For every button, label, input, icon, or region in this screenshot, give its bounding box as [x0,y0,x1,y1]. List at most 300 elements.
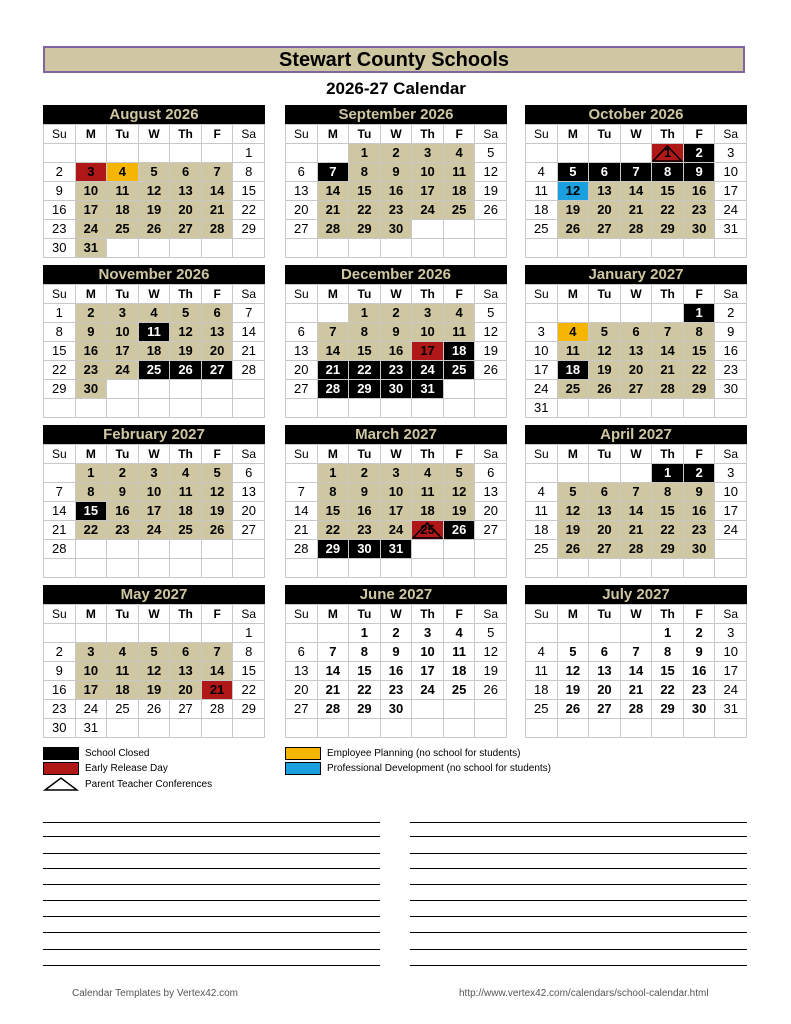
month-grid [285,124,507,258]
day-cell: 14 [44,502,76,521]
day-cell: 4 [139,304,171,323]
day-cell: 4 [444,144,476,163]
empty-cell [76,559,108,578]
day-cell: 5 [475,144,507,163]
day-cell: 10 [381,483,413,502]
weekday-header: F [202,445,234,464]
legend-item-plan [285,747,520,760]
day-cell: 27 [589,220,621,239]
early-swatch [43,762,79,775]
empty-cell [526,464,558,483]
day-cell: 3 [412,624,444,643]
day-cell: 18 [526,521,558,540]
weekday-header: Tu [107,445,139,464]
empty-cell [349,559,381,578]
empty-cell [349,399,381,418]
legend-item-ptc [43,777,212,791]
day-cell: 25 [444,201,476,220]
month-header: July 2027 [525,585,747,604]
pd-swatch [285,762,321,775]
day-cell: 6 [621,323,653,342]
day-cell: 5 [475,304,507,323]
day-cell: 1 [349,304,381,323]
month-block [525,105,747,258]
day-cell: 25 [526,220,558,239]
empty-cell [286,464,318,483]
weekday-header: M [318,605,350,624]
weekday-header: Su [44,125,76,144]
calendar-title: Stewart County Schools [43,46,745,73]
empty-cell [589,559,621,578]
empty-cell [381,239,413,258]
day-cell: 19 [444,502,476,521]
month-header: June 2027 [285,585,507,604]
day-cell: 1 [76,464,108,483]
empty-cell [170,559,202,578]
day-cell: 29 [233,220,265,239]
note-line [43,949,380,950]
note-line [43,965,380,966]
day-cell: 2 [76,304,108,323]
note-line [43,868,380,869]
day-cell: 6 [202,304,234,323]
day-cell: 24 [412,361,444,380]
day-cell: 29 [684,380,716,399]
day-cell: 16 [381,342,413,361]
day-cell: 19 [202,502,234,521]
day-cell: 13 [286,342,318,361]
empty-cell [107,144,139,163]
day-cell: 7 [202,163,234,182]
weekday-header: W [381,125,413,144]
day-cell: 26 [558,220,590,239]
day-cell: 28 [621,540,653,559]
day-cell: 2 [107,464,139,483]
day-cell: 30 [349,540,381,559]
note-line [410,868,747,869]
day-cell: 7 [621,163,653,182]
day-cell: 11 [444,323,476,342]
empty-cell [202,719,234,738]
month-block [43,265,265,418]
weekday-header: Su [44,605,76,624]
day-cell: 20 [589,521,621,540]
day-cell: 12 [202,483,234,502]
empty-cell [170,380,202,399]
day-cell: 17 [76,201,108,220]
empty-cell [558,304,590,323]
day-cell: 1 [652,624,684,643]
day-cell: 22 [652,201,684,220]
day-cell: 17 [412,182,444,201]
empty-cell [558,464,590,483]
empty-cell [444,700,476,719]
day-cell: 22 [318,521,350,540]
day-cell: 5 [558,163,590,182]
day-cell: 16 [44,201,76,220]
empty-cell [621,559,653,578]
empty-cell [412,220,444,239]
day-cell: 2 [684,464,716,483]
day-cell: 10 [76,182,108,201]
day-cell: 7 [286,483,318,502]
empty-cell [526,719,558,738]
note-line [43,900,380,901]
day-cell: 23 [44,220,76,239]
weekday-header: Tu [589,605,621,624]
weekday-header: F [202,125,234,144]
empty-cell [444,399,476,418]
day-cell: 11 [170,483,202,502]
legend-label-pd: Professional Development (no school for students) [327,763,552,774]
day-cell: 24 [76,700,108,719]
day-cell: 3 [381,464,413,483]
day-cell: 10 [526,342,558,361]
empty-cell [412,719,444,738]
empty-cell [318,399,350,418]
month-header: August 2026 [43,105,265,124]
empty-cell [170,719,202,738]
day-cell: 9 [107,483,139,502]
empty-cell [444,559,476,578]
day-cell: 10 [139,483,171,502]
day-cell: 1 [652,464,684,483]
day-cell: 18 [444,662,476,681]
empty-cell [318,239,350,258]
weekday-header: F [684,285,716,304]
weekday-header: Th [652,285,684,304]
day-cell: 1 [233,624,265,643]
day-cell: 3 [76,163,108,182]
day-cell: 28 [202,220,234,239]
empty-cell [652,304,684,323]
empty-cell [684,719,716,738]
empty-cell [286,719,318,738]
day-cell: 29 [318,540,350,559]
day-cell: 12 [558,182,590,201]
day-cell: 7 [652,323,684,342]
day-cell: 21 [621,201,653,220]
weekday-header: Su [286,285,318,304]
weekday-header: F [684,605,716,624]
weekday-header: Th [412,125,444,144]
day-cell: 5 [475,624,507,643]
day-cell: 13 [589,662,621,681]
weekday-header: M [76,285,108,304]
empty-cell [139,559,171,578]
day-cell: 27 [233,521,265,540]
day-cell: 16 [381,662,413,681]
note-line [43,822,380,823]
day-cell: 30 [381,220,413,239]
day-cell: 20 [170,681,202,700]
day-cell: 8 [349,643,381,662]
day-cell: 25 [558,380,590,399]
empty-cell [558,624,590,643]
empty-cell [589,719,621,738]
empty-cell [107,399,139,418]
day-cell: 22 [349,361,381,380]
empty-cell [318,559,350,578]
day-cell: 24 [107,361,139,380]
day-cell: 1 [349,144,381,163]
weekday-header: Sa [233,605,265,624]
note-line [43,884,380,885]
day-cell: 10 [107,323,139,342]
empty-cell [715,559,747,578]
day-cell: 17 [107,342,139,361]
weekday-header: Sa [715,445,747,464]
empty-cell [139,239,171,258]
day-cell: 1 [349,624,381,643]
day-cell: 28 [318,700,350,719]
empty-cell [233,540,265,559]
month-grid [525,124,747,258]
weekday-header: Th [170,605,202,624]
day-cell: 26 [589,380,621,399]
day-cell: 9 [684,643,716,662]
weekday-header: M [76,125,108,144]
empty-cell [170,540,202,559]
day-cell: 21 [44,521,76,540]
day-cell: 9 [349,483,381,502]
day-cell: 14 [286,502,318,521]
month-grid [43,444,265,578]
month-header: February 2027 [43,425,265,444]
day-cell: 30 [44,239,76,258]
day-cell: 6 [589,643,621,662]
day-cell: 22 [233,681,265,700]
day-cell: 17 [76,681,108,700]
day-cell: 12 [475,323,507,342]
day-cell: 7 [318,323,350,342]
day-cell: 6 [233,464,265,483]
day-cell: 2 [684,624,716,643]
day-cell: 17 [412,662,444,681]
day-cell: 18 [412,502,444,521]
day-cell: 24 [412,201,444,220]
day-cell: 12 [558,662,590,681]
day-cell: 17 [715,502,747,521]
weekday-header: Sa [715,605,747,624]
closed-swatch [43,747,79,760]
day-cell: 18 [444,342,476,361]
empty-cell [444,540,476,559]
day-cell: 11 [444,163,476,182]
day-cell: 29 [233,700,265,719]
day-cell: 28 [318,220,350,239]
day-cell: 13 [202,323,234,342]
day-cell: 31 [381,540,413,559]
day-cell: 7 [318,163,350,182]
day-cell: 6 [589,163,621,182]
day-cell: 5 [558,643,590,662]
day-cell: 20 [589,681,621,700]
note-line [410,965,747,966]
empty-cell [652,719,684,738]
empty-cell [202,239,234,258]
day-cell: 15 [44,342,76,361]
empty-cell [652,399,684,418]
day-cell: 9 [684,163,716,182]
day-cell: 19 [558,681,590,700]
day-cell: 18 [444,182,476,201]
empty-cell [684,399,716,418]
empty-cell [475,700,507,719]
day-cell: 4 [444,624,476,643]
day-cell: 16 [684,182,716,201]
day-cell: 25 [526,700,558,719]
day-cell: 19 [558,201,590,220]
legend-item-early [43,762,168,775]
month-grid [43,284,265,418]
day-cell: 20 [170,201,202,220]
empty-cell [139,624,171,643]
day-cell: 15 [76,502,108,521]
day-cell: 20 [286,201,318,220]
note-line [43,836,380,837]
day-cell: 16 [715,342,747,361]
day-cell: 7 [202,643,234,662]
day-cell: 15 [233,662,265,681]
day-cell: 23 [349,521,381,540]
weekday-header: Su [526,445,558,464]
empty-cell [107,239,139,258]
day-cell: 19 [139,201,171,220]
empty-cell [589,624,621,643]
day-cell: 18 [107,681,139,700]
legend-item-pd [285,762,551,775]
empty-cell [286,144,318,163]
empty-cell [202,624,234,643]
legend-label-plan: Employee Planning (no school for students) [327,748,521,759]
day-cell: 2 [349,464,381,483]
day-cell: 26 [139,220,171,239]
weekday-header: M [318,445,350,464]
empty-cell [475,380,507,399]
weekday-header: Tu [349,605,381,624]
weekday-header: Su [286,445,318,464]
day-cell: 28 [202,700,234,719]
day-cell: 8 [652,483,684,502]
weekday-header: Sa [475,445,507,464]
day-cell: 14 [233,323,265,342]
day-cell: 17 [412,342,444,361]
day-cell: 20 [589,201,621,220]
day-cell: 20 [286,361,318,380]
day-cell: 17 [526,361,558,380]
empty-cell [202,144,234,163]
day-cell: 21 [318,361,350,380]
day-cell: 7 [621,643,653,662]
day-cell: 16 [381,182,413,201]
month-block [285,585,507,738]
day-cell: 6 [170,643,202,662]
empty-cell [170,239,202,258]
day-cell: 22 [684,361,716,380]
day-cell: 20 [233,502,265,521]
day-cell: 9 [381,643,413,662]
empty-cell [107,540,139,559]
weekday-header: F [444,445,476,464]
day-cell: 26 [202,521,234,540]
empty-cell [475,399,507,418]
day-cell: 7 [621,483,653,502]
calendar-subtitle: 2026-27 Calendar [326,79,466,98]
day-cell: 20 [621,361,653,380]
day-cell: 3 [715,624,747,643]
day-cell: 23 [381,681,413,700]
empty-cell [170,399,202,418]
weekday-header: Tu [107,125,139,144]
weekday-header: Th [412,605,444,624]
day-cell: 11 [526,502,558,521]
day-cell: 6 [286,323,318,342]
day-cell: 9 [684,483,716,502]
day-cell: 26 [139,700,171,719]
day-cell: 3 [107,304,139,323]
day-cell: 14 [318,342,350,361]
day-cell: 15 [318,502,350,521]
day-cell: 27 [621,380,653,399]
weekday-header: Su [526,285,558,304]
day-cell: 24 [715,521,747,540]
weekday-header: M [558,285,590,304]
month-block [525,425,747,578]
weekday-header: M [76,605,108,624]
day-cell: 6 [475,464,507,483]
day-cell: 2 [715,304,747,323]
weekday-header: Su [44,445,76,464]
day-cell: 7 [44,483,76,502]
empty-cell [139,144,171,163]
day-cell: 25 [107,700,139,719]
day-cell: 19 [475,182,507,201]
day-cell: 6 [589,483,621,502]
weekday-header: Th [412,285,444,304]
weekday-header: Su [526,605,558,624]
empty-cell [170,624,202,643]
day-cell: 4 [170,464,202,483]
legend-label-early: Early Release Day [85,763,168,774]
day-cell: 11 [139,323,171,342]
weekday-header: Sa [233,125,265,144]
day-cell: 31 [715,700,747,719]
day-cell: 20 [202,342,234,361]
empty-cell [621,719,653,738]
day-cell: 27 [286,380,318,399]
empty-cell [621,144,653,163]
empty-cell [412,239,444,258]
day-cell: 8 [318,483,350,502]
day-cell: 5 [589,323,621,342]
day-cell: 11 [558,342,590,361]
weekday-header: M [558,125,590,144]
weekday-header: Sa [475,605,507,624]
day-cell: 22 [349,681,381,700]
weekday-header: F [444,605,476,624]
weekday-header: Tu [107,285,139,304]
day-cell: 12 [475,643,507,662]
weekday-header: Sa [475,125,507,144]
day-cell: 24 [412,681,444,700]
empty-cell [44,464,76,483]
empty-cell [621,239,653,258]
day-cell: 27 [286,220,318,239]
day-cell: 27 [589,700,621,719]
day-cell: 2 [381,624,413,643]
footer-credit: Calendar Templates by Vertex42.com [72,988,239,999]
